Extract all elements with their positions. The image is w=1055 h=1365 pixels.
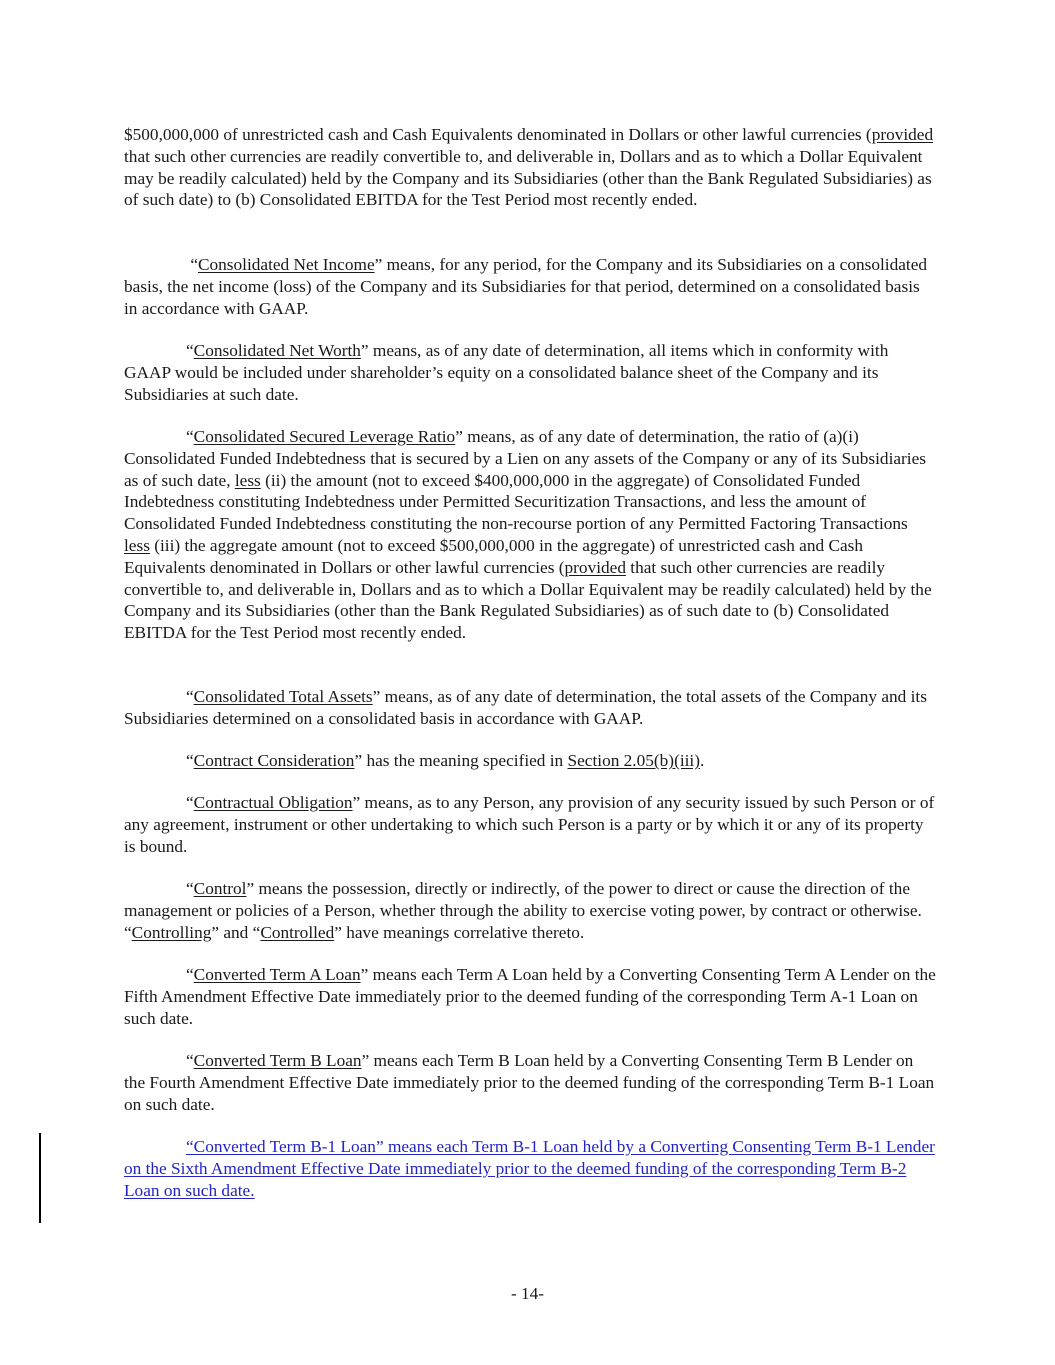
definition-text: ” means, as of any date of determination, the ratio of (a)(i) Consolidated Funded Indebtedness that is secured by a Lien on any assets of the Company or any of its Subsidiaries as of such date,	[124, 427, 926, 490]
defined-term: Contract Consideration	[193, 751, 355, 770]
defined-term: Control	[193, 879, 247, 898]
defined-term: Contractual Obligation	[193, 793, 353, 812]
section-reference: Section 2.05(b)(iii)	[567, 751, 700, 770]
definition-text: (ii) the amount (not to exceed $400,000,000 in the aggregate) of Consolidated Funded Indebtedness constituting Indebtedness under Permitted Securitization Transactions, and less the amount of Consolidated Funded Indebtedness constituting the non-recourse portion of any Permitted Factoring Transactions	[124, 470, 908, 534]
definition-text: that such other currencies are readily convertible to, and deliverable in, Dollars and as to which a Dollar Equivalent may be readily calculated) held by the Company and its Subsidiaries (other than the Bank Regulated Subsidiaries) as of such date to (b) Consolidated EBITDA for the Test Period most recently ended.	[124, 557, 932, 643]
defined-term: Controlled	[260, 922, 335, 942]
definition-converted-term-b-loan: “Converted Term B Loan” means each Term B Loan held by a Converting Consenting Term B Lender on the Fourth Amendment Effective Date immediately prior to the deemed funding of the corresponding Term B-1 Loan on such date.	[124, 1051, 935, 1114]
defined-term: Consolidated Total Assets	[193, 687, 373, 706]
definition-text: ” means each Term A Loan held by a Converting Consenting Term A Lender on the Fifth Amendment Effective Date immediately prior to the deemed funding of the corresponding Term A-1 Loan on such date.	[124, 965, 936, 1028]
definition-text: ” means, for any period, for the Company and its Subsidiaries on a consolidated basis, the net income (loss) of the Company and its Subsidiaries for that period, determined on a consolidated basis in accordance with GAAP.	[124, 255, 928, 318]
body-text: that such other currencies are readily convertible to, and deliverable in, Dollars and as to which a Dollar Equivalent may be readily calculated) held by the Company and its Subsidiaries (other than the Bank Regulated Subsidiaries) as of such date) to (b) Consolidated EBITDA for the Test Period most recently ended.	[124, 146, 932, 210]
page-number: - 14-	[510, 1284, 545, 1303]
definition-text: ” have meanings correlative thereto.	[334, 922, 585, 942]
emphasis-underline: provided	[871, 125, 934, 144]
revision-change-bar	[39, 1133, 41, 1223]
definition-text: ” means, as to any Person, any provision of any security issued by such Person or of any agreement, instrument or other undertaking to which such Person is a party or by which it or any of its property is bound.	[124, 793, 935, 856]
emphasis-underline: less	[234, 470, 261, 490]
defined-term: Consolidated Net Worth	[193, 341, 361, 360]
definition-consolidated-net-worth: “Consolidated Net Worth” means, as of any date of determination, all items which in conformity with GAAP would be included under shareholder’s equity on a consolidated balance sheet of the Company and its Subsidiaries at such date.	[124, 341, 889, 404]
definition-control: “Control” means the possession, directly or indirectly, of the power to direct or cause the direction of the management or policies of a Person, whether through the ability to exercise voting power, by contract or otherwise. “Controlling” and “Controlled” have meanings correlative thereto.	[124, 879, 922, 942]
definition-text: ” means each Term B Loan held by a Converting Consenting Term B Lender on the Fourth Amendment Effective Date immediately prior to the deemed funding of the corresponding Term B-1 Loan on such date.	[124, 1051, 935, 1114]
definition-consolidated-net-income: “Consolidated Net Income” means, for any period, for the Company and its Subsidiaries on a consolidated basis, the net income (loss) of the Company and its Subsidiaries for that period, determined on a consolidated basis in accordance with GAAP.	[124, 255, 928, 318]
defined-term: Converted Term B Loan	[193, 1051, 362, 1070]
definition-text: (iii) the aggregate amount (not to exceed $500,000,000 in the aggregate) of unrestricted cash and Cash Equivalents denominated in Dollars or other lawful currencies (	[124, 535, 864, 577]
defined-term: Controlling	[131, 922, 212, 942]
definition-contract-consideration: “Contract Consideration” has the meaning specified in Section 2.05(b)(iii).	[186, 751, 705, 770]
definition-text: ” means, as of any date of determination, the total assets of the Company and its Subsidiaries determined on a consolidated basis in accordance with GAAP.	[124, 687, 927, 728]
definition-contractual-obligation: “Contractual Obligation” means, as to any Person, any provision of any security issued by such Person or of any agreement, instrument or other undertaking to which such Person is a party or by which it or any of its property is bound.	[124, 793, 935, 856]
body-text: $500,000,000 of unrestricted cash and Cash Equivalents denominated in Dollars or other lawful currencies (	[124, 125, 872, 144]
defined-term: Consolidated Secured Leverage Ratio	[193, 427, 456, 446]
defined-term: Converted Term A Loan	[193, 965, 361, 984]
emphasis-underline: provided	[564, 557, 626, 577]
inserted-revision-text: “Converted Term B-1 Loan” means each Term B-1 Loan held by a Converting Consenting Term B-1 Lender on the Sixth Amendment Effective Date immediately prior to the deemed funding of the corresponding Term B-2 Loan on such date.	[124, 1137, 935, 1200]
definition-converted-term-b1-loan-inserted	[124, 1136, 936, 1201]
definition-text: ” has the meaning specified in	[354, 751, 568, 770]
definition-consolidated-total-assets: “Consolidated Total Assets” means, as of any date of determination, the total assets of the Company and its Subsidiaries determined on a consolidated basis in accordance with GAAP.	[124, 687, 927, 728]
emphasis-underline: less	[124, 535, 150, 555]
definition-text: ” means, as of any date of determination, all items which in conformity with GAAP would be included under shareholder’s equity on a consolidated balance sheet of the Company and its Subsidiaries at such date.	[124, 341, 889, 404]
definition-text: ” means the possession, directly or indirectly, of the power to direct or cause the direction of the management or policies of a Person, whether through the ability to exercise voting power, by contract or otherwise. “	[124, 879, 922, 942]
defined-term: Consolidated Net Income	[198, 255, 375, 274]
definition-paragraph-continued	[124, 124, 936, 211]
definition-consolidated-secured-leverage-ratio: “Consolidated Secured Leverage Ratio” means, as of any date of determination, the ratio of (a)(i) Consolidated Funded Indebtedness that is secured by a Lien on any assets of the Company or any of its Subsidiaries as of such date, less (ii) the amount (not to exceed $400,000,000 in the aggregate) of Consolidated Funded Indebtedness constituting Indebtedness under Permitted Securitization Transactions, and less the amount of Consolidated Funded Indebtedness constituting the non-recourse portion of any Permitted Factoring Transactions less (iii) the aggregate amount (not to exceed $500,000,000 in the aggregate) of unrestricted cash and Cash Equivalents denominated in Dollars or other lawful currencies (provided that such other currencies are readily convertible to, and deliverable in, Dollars and as to which a Dollar Equivalent may be readily calculated) held by the Company and its Subsidiaries (other than the Bank Regulated Subsidiaries) as of such date to (b) Consolidated EBITDA for the Test Period most recently ended.	[124, 427, 932, 643]
definition-converted-term-a-loan: “Converted Term A Loan” means each Term A Loan held by a Converting Consenting Term A Lender on the Fifth Amendment Effective Date immediately prior to the deemed funding of the corresponding Term A-1 Loan on such date.	[124, 965, 936, 1028]
